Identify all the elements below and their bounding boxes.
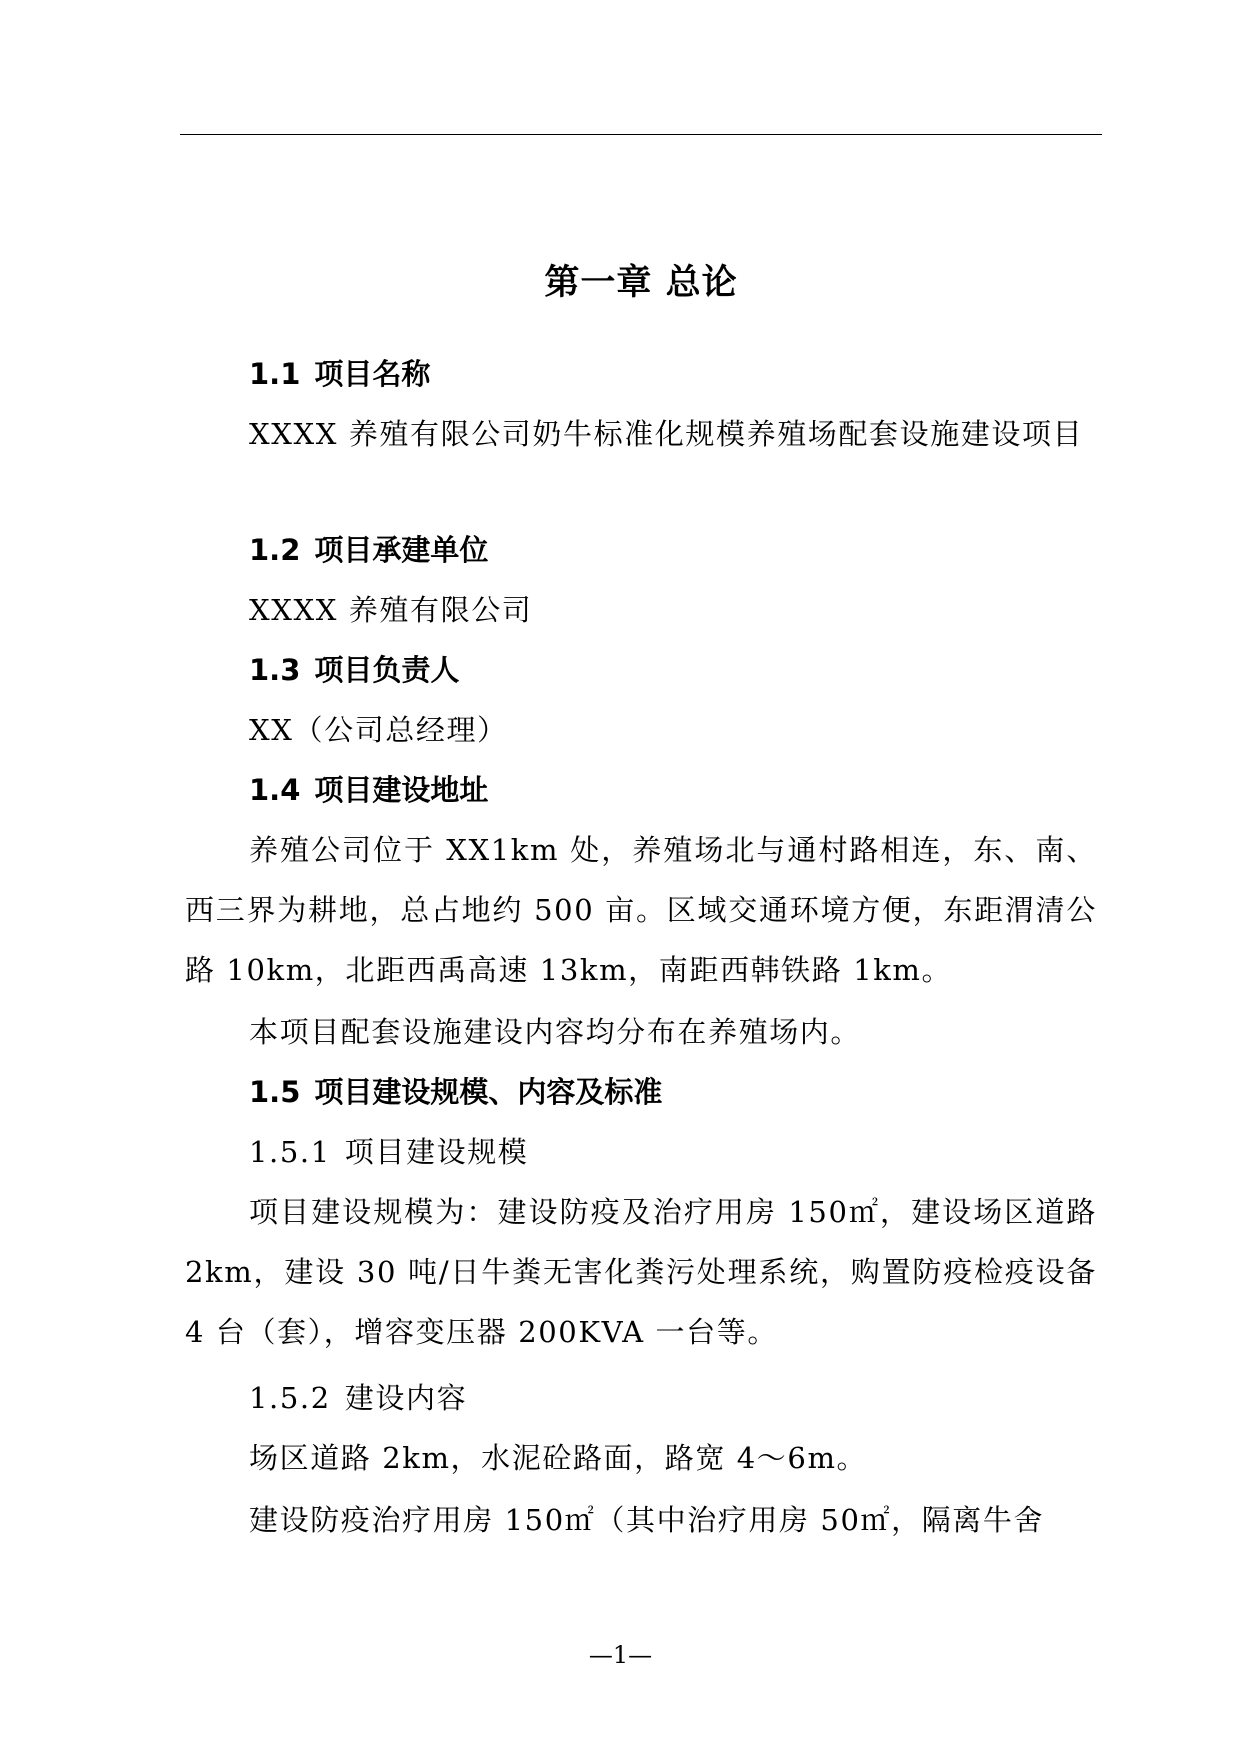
section-number: 1.3 (249, 653, 301, 687)
page-number: —1— (588, 1641, 653, 1669)
subsection-number: 1.5.1 (249, 1135, 331, 1169)
section-title: 项目承建单位 (314, 533, 489, 567)
section-title: 项目名称 (314, 357, 431, 391)
section-number: 1.2 (249, 533, 301, 567)
section-number: 1.5 (249, 1075, 301, 1109)
chapter-title: 第一章 总论 (544, 263, 738, 303)
project-lead-text: XX（公司总经理） (249, 713, 508, 747)
section-number: 1.1 (249, 357, 301, 391)
road-paragraph: 场区道路 2km，水泥砼路面，路宽 4～6m。 (249, 1441, 868, 1475)
epidemic-room-paragraph: 建设防疫治疗用房 150㎡（其中治疗用房 50㎡，隔离牛舍 (249, 1503, 1045, 1537)
section-title: 项目建设规模、内容及标准 (314, 1075, 663, 1109)
subsection-title: 建设内容 (344, 1381, 468, 1415)
project-name-text: XXXX 养殖有限公司奶牛标准化规模养殖场配套设施建设项目 (249, 417, 1084, 451)
section-title: 项目负责人 (314, 653, 460, 687)
location-paragraph: 养殖公司位于 XX1km 处，养殖场北与通村路相连，东、南、西三界为耕地，总占地约 500 亩。区域交通环境方便，东距渭清公路 10km，北距西禹高速 13km，南距西韩铁路 1km。 (185, 833, 1097, 987)
section-title: 项目建设地址 (314, 773, 489, 807)
header-rule (180, 134, 1102, 135)
subsection-title: 项目建设规模 (344, 1135, 529, 1169)
section-heading-1-2 (185, 528, 1161, 572)
location-note-paragraph: 本项目配套设施建设内容均分布在养殖场内。 (249, 1015, 862, 1049)
subsection-heading-1-5-2 (185, 1376, 1161, 1420)
section-number: 1.4 (249, 773, 301, 807)
subsection-number: 1.5.2 (249, 1381, 331, 1415)
section-heading-1-3 (185, 648, 1161, 692)
section-heading-1-1 (185, 352, 1161, 396)
subsection-heading-1-5-1 (185, 1130, 1161, 1174)
scale-paragraph: 项目建设规模为：建设防疫及治疗用房 150㎡，建设场区道路 2km，建设 30 吨/日牛粪无害化粪污处理系统，购置防疫检疫设备 4 台（套），增容变压器 200KVA 一台等。 (185, 1195, 1097, 1349)
section-heading-1-5 (185, 1070, 1161, 1114)
section-heading-1-4 (185, 768, 1161, 812)
contractor-text: XXXX 养殖有限公司 (249, 593, 533, 627)
